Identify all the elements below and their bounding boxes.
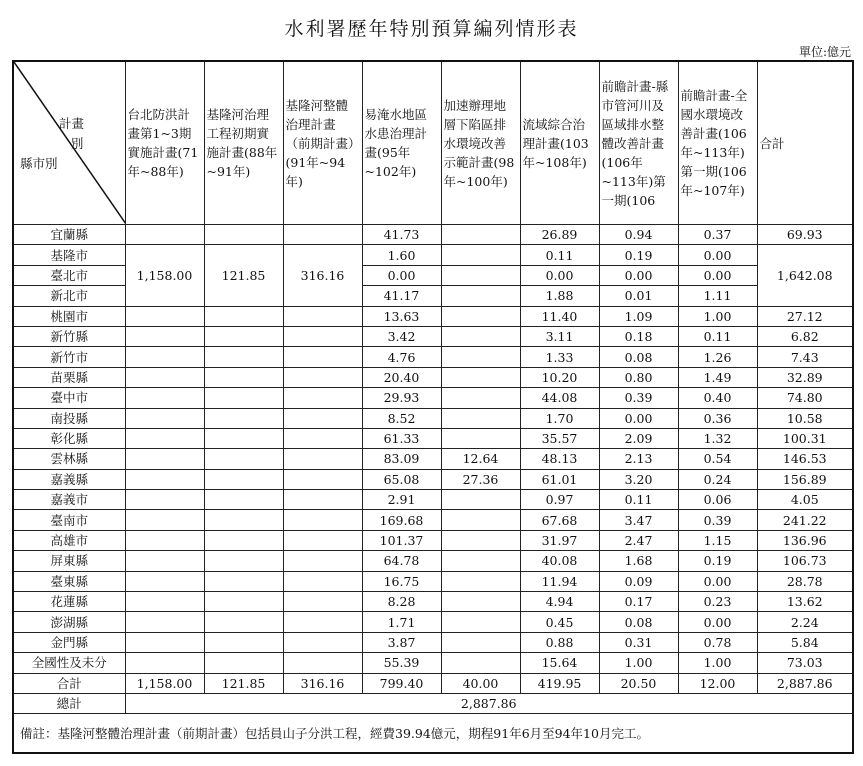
table-cell: 1.00 bbox=[678, 306, 757, 326]
table-row bbox=[13, 347, 853, 367]
table-row bbox=[13, 632, 853, 652]
table-cell bbox=[125, 428, 204, 448]
table-cell bbox=[204, 408, 283, 428]
column-header: 合計 bbox=[757, 61, 853, 225]
subtotal-cell: 20.50 bbox=[599, 673, 678, 693]
table-cell: 241.22 bbox=[757, 510, 853, 530]
table-cell: 74.80 bbox=[757, 388, 853, 408]
table-cell: 26.89 bbox=[520, 225, 599, 245]
table-cell: 1.09 bbox=[599, 306, 678, 326]
table-cell bbox=[283, 408, 362, 428]
table-cell bbox=[441, 245, 520, 265]
table-cell: 169.68 bbox=[362, 510, 441, 530]
table-cell bbox=[204, 612, 283, 632]
table-cell: 67.68 bbox=[520, 510, 599, 530]
table-row bbox=[13, 551, 853, 571]
table-cell: 0.17 bbox=[599, 592, 678, 612]
subtotal-label: 合計 bbox=[13, 673, 125, 693]
table-cell: 156.89 bbox=[757, 469, 853, 489]
table-cell bbox=[125, 326, 204, 346]
subtotal-cell: 799.40 bbox=[362, 673, 441, 693]
table-cell bbox=[125, 469, 204, 489]
subtotal-cell: 1,158.00 bbox=[125, 673, 204, 693]
column-header: 易淹水地區水患治理計畫(95年~102年) bbox=[362, 61, 441, 225]
table-cell bbox=[125, 449, 204, 469]
budget-table bbox=[12, 60, 854, 754]
table-cell: 3.20 bbox=[599, 469, 678, 489]
table-cell: 29.93 bbox=[362, 388, 441, 408]
table-cell: 41.73 bbox=[362, 225, 441, 245]
county-name-cell: 基隆市 bbox=[13, 245, 125, 265]
table-cell: 0.00 bbox=[599, 408, 678, 428]
table-cell: 44.08 bbox=[520, 388, 599, 408]
county-name-cell: 嘉義市 bbox=[13, 490, 125, 510]
table-cell: 0.08 bbox=[599, 612, 678, 632]
table-cell bbox=[441, 286, 520, 306]
table-cell: 0.94 bbox=[599, 225, 678, 245]
table-cell: 16.75 bbox=[362, 571, 441, 591]
table-cell: 3.47 bbox=[599, 510, 678, 530]
table-row bbox=[13, 326, 853, 346]
table-cell: 0.00 bbox=[520, 265, 599, 285]
table-cell bbox=[283, 653, 362, 673]
table-cell: 0.00 bbox=[678, 245, 757, 265]
merged-value-cell: 121.85 bbox=[204, 245, 283, 306]
table-cell bbox=[204, 449, 283, 469]
table-cell: 2.13 bbox=[599, 449, 678, 469]
table-cell: 4.76 bbox=[362, 347, 441, 367]
table-cell: 10.20 bbox=[520, 367, 599, 387]
table-cell: 0.39 bbox=[678, 510, 757, 530]
table-cell bbox=[441, 632, 520, 652]
table-row bbox=[13, 469, 853, 489]
table-cell bbox=[441, 347, 520, 367]
table-cell bbox=[125, 347, 204, 367]
table-cell: 55.39 bbox=[362, 653, 441, 673]
total-label: 總計 bbox=[13, 693, 125, 713]
table-cell: 1.11 bbox=[678, 286, 757, 306]
table-cell bbox=[441, 408, 520, 428]
subtotal-cell: 2,887.86 bbox=[757, 673, 853, 693]
table-cell: 1.88 bbox=[520, 286, 599, 306]
table-cell bbox=[204, 571, 283, 591]
table-cell: 0.01 bbox=[599, 286, 678, 306]
table-cell: 0.00 bbox=[678, 612, 757, 632]
table-cell: 0.80 bbox=[599, 367, 678, 387]
table-cell bbox=[125, 490, 204, 510]
table-cell: 100.31 bbox=[757, 428, 853, 448]
table-cell bbox=[204, 347, 283, 367]
table-cell: 3.87 bbox=[362, 632, 441, 652]
county-name-cell: 花蓮縣 bbox=[13, 592, 125, 612]
table-row bbox=[13, 245, 853, 265]
table-cell: 48.13 bbox=[520, 449, 599, 469]
subtotal-cell: 40.00 bbox=[441, 673, 520, 693]
table-row bbox=[13, 592, 853, 612]
table-row bbox=[13, 428, 853, 448]
table-cell bbox=[441, 510, 520, 530]
column-header: 前瞻計畫-縣市管河川及區域排水整體改善計畫(106年~113年)第一期(106 bbox=[599, 61, 678, 225]
table-cell bbox=[441, 265, 520, 285]
total-row bbox=[13, 693, 853, 713]
table-cell: 10.58 bbox=[757, 408, 853, 428]
table-row bbox=[13, 490, 853, 510]
table-cell: 61.33 bbox=[362, 428, 441, 448]
table-cell bbox=[125, 530, 204, 550]
header-county-label: 縣市別 bbox=[20, 156, 58, 171]
table-cell: 0.31 bbox=[599, 632, 678, 652]
table-row bbox=[13, 571, 853, 591]
table-cell: 20.40 bbox=[362, 367, 441, 387]
table-cell: 0.09 bbox=[599, 571, 678, 591]
table-cell: 2.24 bbox=[757, 612, 853, 632]
table-cell: 0.54 bbox=[678, 449, 757, 469]
table-cell bbox=[204, 632, 283, 652]
merged-value-cell: 1,642.08 bbox=[757, 245, 853, 306]
table-row bbox=[13, 408, 853, 428]
county-name-cell: 高雄市 bbox=[13, 530, 125, 550]
table-cell bbox=[441, 490, 520, 510]
table-cell: 0.00 bbox=[678, 571, 757, 591]
table-cell: 0.78 bbox=[678, 632, 757, 652]
county-name-cell: 嘉義縣 bbox=[13, 469, 125, 489]
table-cell: 106.73 bbox=[757, 551, 853, 571]
county-name-cell: 屏東縣 bbox=[13, 551, 125, 571]
table-cell: 1.49 bbox=[678, 367, 757, 387]
table-cell: 0.00 bbox=[599, 265, 678, 285]
county-name-cell: 苗栗縣 bbox=[13, 367, 125, 387]
table-cell bbox=[204, 306, 283, 326]
table-cell: 101.37 bbox=[362, 530, 441, 550]
table-cell bbox=[283, 571, 362, 591]
table-cell: 7.43 bbox=[757, 347, 853, 367]
table-cell bbox=[204, 490, 283, 510]
table-cell bbox=[204, 551, 283, 571]
table-cell: 0.37 bbox=[678, 225, 757, 245]
county-name-cell: 雲林縣 bbox=[13, 449, 125, 469]
table-cell bbox=[204, 530, 283, 550]
table-cell bbox=[125, 388, 204, 408]
table-cell: 2.47 bbox=[599, 530, 678, 550]
header-row bbox=[13, 61, 853, 225]
county-name-cell: 金門縣 bbox=[13, 632, 125, 652]
table-cell: 0.11 bbox=[520, 245, 599, 265]
table-cell bbox=[204, 592, 283, 612]
table-cell: 15.64 bbox=[520, 653, 599, 673]
table-cell bbox=[441, 367, 520, 387]
table-cell: 0.06 bbox=[678, 490, 757, 510]
table-cell bbox=[441, 428, 520, 448]
table-cell: 1.33 bbox=[520, 347, 599, 367]
table-cell: 13.63 bbox=[362, 306, 441, 326]
table-cell: 4.94 bbox=[520, 592, 599, 612]
table-cell bbox=[204, 653, 283, 673]
table-cell: 0.00 bbox=[678, 265, 757, 285]
table-cell: 0.18 bbox=[599, 326, 678, 346]
table-cell: 0.88 bbox=[520, 632, 599, 652]
table-row bbox=[13, 449, 853, 469]
note-row bbox=[13, 714, 853, 754]
table-cell: 2.91 bbox=[362, 490, 441, 510]
table-cell bbox=[441, 388, 520, 408]
table-row bbox=[13, 612, 853, 632]
county-name-cell: 宜蘭縣 bbox=[13, 225, 125, 245]
county-name-cell: 桃園市 bbox=[13, 306, 125, 326]
table-cell bbox=[283, 632, 362, 652]
table-cell bbox=[125, 632, 204, 652]
table-cell: 0.08 bbox=[599, 347, 678, 367]
county-name-cell: 臺東縣 bbox=[13, 571, 125, 591]
table-cell bbox=[125, 653, 204, 673]
county-name-cell: 新竹市 bbox=[13, 347, 125, 367]
table-cell: 0.39 bbox=[599, 388, 678, 408]
table-cell bbox=[204, 469, 283, 489]
table-row bbox=[13, 510, 853, 530]
table-cell: 0.40 bbox=[678, 388, 757, 408]
unit-label: 單位:億元 bbox=[798, 45, 851, 59]
table-cell: 27.36 bbox=[441, 469, 520, 489]
table-cell bbox=[283, 306, 362, 326]
table-row bbox=[13, 225, 853, 245]
county-name-cell: 全國性及未分 bbox=[13, 653, 125, 673]
table-cell bbox=[283, 551, 362, 571]
table-cell: 1.71 bbox=[362, 612, 441, 632]
table-cell bbox=[125, 571, 204, 591]
merged-value-cell: 316.16 bbox=[283, 245, 362, 306]
table-cell: 0.24 bbox=[678, 469, 757, 489]
column-header: 基隆河治理工程初期實施計畫(88年~91年) bbox=[204, 61, 283, 225]
table-cell bbox=[283, 449, 362, 469]
table-cell: 0.00 bbox=[362, 265, 441, 285]
table-cell: 27.12 bbox=[757, 306, 853, 326]
subtotal-cell: 419.95 bbox=[520, 673, 599, 693]
table-cell bbox=[125, 225, 204, 245]
table-cell bbox=[283, 388, 362, 408]
table-cell bbox=[125, 551, 204, 571]
county-name-cell: 臺中市 bbox=[13, 388, 125, 408]
table-cell bbox=[283, 225, 362, 245]
table-cell: 40.08 bbox=[520, 551, 599, 571]
table-cell: 1.32 bbox=[678, 428, 757, 448]
table-cell: 1.00 bbox=[599, 653, 678, 673]
table-row bbox=[13, 306, 853, 326]
table-cell: 1.15 bbox=[678, 530, 757, 550]
table-cell bbox=[204, 388, 283, 408]
table-row bbox=[13, 653, 853, 673]
table-cell bbox=[441, 592, 520, 612]
merged-value-cell: 1,158.00 bbox=[125, 245, 204, 306]
column-header: 前瞻計畫-全國水環境改善計畫(106年~113年)第一期(106年~107年) bbox=[678, 61, 757, 225]
table-cell bbox=[283, 592, 362, 612]
table-cell bbox=[204, 225, 283, 245]
table-cell: 0.23 bbox=[678, 592, 757, 612]
table-row bbox=[13, 388, 853, 408]
page-title: 水利署歷年特別預算編列情形表 bbox=[284, 18, 579, 40]
table-cell bbox=[125, 408, 204, 428]
total-value-cell: 2,887.86 bbox=[125, 693, 853, 713]
table-cell: 8.52 bbox=[362, 408, 441, 428]
column-header: 台北防洪計畫第1~3期實施計畫(71年~88年) bbox=[125, 61, 204, 225]
table-cell: 41.17 bbox=[362, 286, 441, 306]
table-cell: 0.19 bbox=[599, 245, 678, 265]
table-cell bbox=[125, 306, 204, 326]
diagonal-header-cell bbox=[13, 61, 125, 225]
table-cell bbox=[283, 367, 362, 387]
table-cell: 65.08 bbox=[362, 469, 441, 489]
footnote-cell: 備註：基隆河整體治理計畫（前期計畫）包括員山子分洪工程，經費39.94億元，期程91年6月至94年10月完工。 bbox=[13, 714, 853, 754]
table-cell: 61.01 bbox=[520, 469, 599, 489]
table-cell: 4.05 bbox=[757, 490, 853, 510]
table-cell bbox=[204, 367, 283, 387]
table-cell: 2.09 bbox=[599, 428, 678, 448]
county-name-cell: 澎湖縣 bbox=[13, 612, 125, 632]
table-cell bbox=[204, 326, 283, 346]
table-cell bbox=[441, 225, 520, 245]
table-cell: 0.11 bbox=[678, 326, 757, 346]
table-cell: 28.78 bbox=[757, 571, 853, 591]
subtotal-cell: 316.16 bbox=[283, 673, 362, 693]
column-header: 加速辦理地層下陷區排水環境改善示範計畫(98年~100年) bbox=[441, 61, 520, 225]
header-plan-label: 計畫 別 bbox=[59, 116, 85, 151]
table-cell bbox=[283, 428, 362, 448]
table-cell bbox=[283, 326, 362, 346]
table-cell: 136.96 bbox=[757, 530, 853, 550]
county-name-cell: 新北市 bbox=[13, 286, 125, 306]
table-cell bbox=[441, 530, 520, 550]
table-row bbox=[13, 367, 853, 387]
county-name-cell: 臺南市 bbox=[13, 510, 125, 530]
table-cell: 146.53 bbox=[757, 449, 853, 469]
county-name-cell: 新竹縣 bbox=[13, 326, 125, 346]
table-cell: 73.03 bbox=[757, 653, 853, 673]
table-cell: 0.97 bbox=[520, 490, 599, 510]
table-cell bbox=[283, 469, 362, 489]
table-cell bbox=[125, 367, 204, 387]
table-cell: 0.11 bbox=[599, 490, 678, 510]
table-cell bbox=[441, 571, 520, 591]
table-cell: 5.84 bbox=[757, 632, 853, 652]
county-name-cell: 臺北市 bbox=[13, 265, 125, 285]
table-cell bbox=[204, 428, 283, 448]
subtotal-row bbox=[13, 673, 853, 693]
table-cell bbox=[283, 530, 362, 550]
table-cell bbox=[441, 326, 520, 346]
table-cell: 1.26 bbox=[678, 347, 757, 367]
column-header: 基隆河整體治理計畫（前期計畫）(91年~94年) bbox=[283, 61, 362, 225]
table-cell: 0.19 bbox=[678, 551, 757, 571]
table-row bbox=[13, 530, 853, 550]
table-cell: 0.45 bbox=[520, 612, 599, 632]
table-cell: 1.60 bbox=[362, 245, 441, 265]
table-cell: 11.94 bbox=[520, 571, 599, 591]
column-header: 流域綜合治理計畫(103年~108年) bbox=[520, 61, 599, 225]
table-cell: 8.28 bbox=[362, 592, 441, 612]
table-cell: 12.64 bbox=[441, 449, 520, 469]
table-cell bbox=[283, 612, 362, 632]
table-cell: 1.68 bbox=[599, 551, 678, 571]
table-cell bbox=[441, 306, 520, 326]
table-cell bbox=[283, 510, 362, 530]
table-cell: 1.70 bbox=[520, 408, 599, 428]
table-cell bbox=[441, 612, 520, 632]
table-cell bbox=[125, 510, 204, 530]
table-cell bbox=[283, 490, 362, 510]
table-cell: 13.62 bbox=[757, 592, 853, 612]
table-cell: 0.36 bbox=[678, 408, 757, 428]
table-cell: 64.78 bbox=[362, 551, 441, 571]
table-cell bbox=[441, 551, 520, 571]
table-cell: 83.09 bbox=[362, 449, 441, 469]
table-cell: 11.40 bbox=[520, 306, 599, 326]
table-body bbox=[13, 225, 853, 754]
table-cell bbox=[441, 653, 520, 673]
table-cell: 35.57 bbox=[520, 428, 599, 448]
table-cell: 3.11 bbox=[520, 326, 599, 346]
table-cell bbox=[125, 612, 204, 632]
subtotal-cell: 12.00 bbox=[678, 673, 757, 693]
table-cell: 32.89 bbox=[757, 367, 853, 387]
county-name-cell: 彰化縣 bbox=[13, 428, 125, 448]
table-cell bbox=[283, 347, 362, 367]
subtotal-cell: 121.85 bbox=[204, 673, 283, 693]
table-cell: 1.00 bbox=[678, 653, 757, 673]
county-name-cell: 南投縣 bbox=[13, 408, 125, 428]
table-cell: 31.97 bbox=[520, 530, 599, 550]
table-cell bbox=[125, 592, 204, 612]
table-cell: 69.93 bbox=[757, 225, 853, 245]
table-cell: 6.82 bbox=[757, 326, 853, 346]
table-cell bbox=[204, 510, 283, 530]
table-cell: 3.42 bbox=[362, 326, 441, 346]
